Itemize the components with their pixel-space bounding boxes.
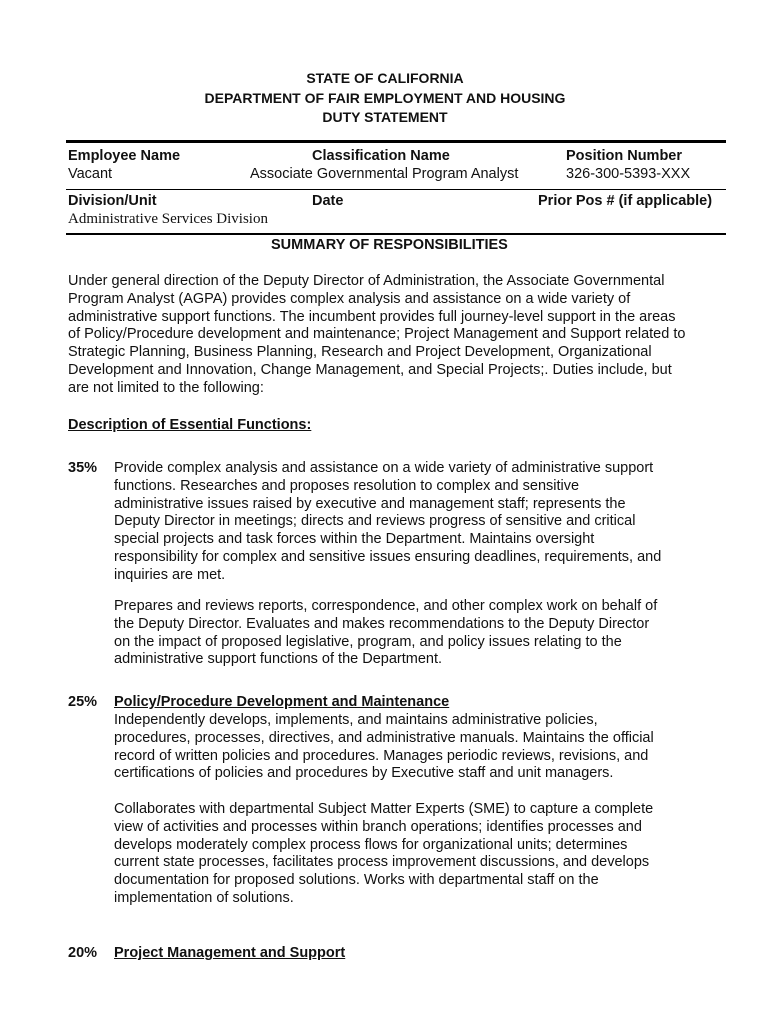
classification-label: Classification Name (312, 148, 450, 164)
paragraph-line: Independently develops, implements, and maintains administrative policies, (114, 712, 598, 728)
summary-line: Under general direction of the Deputy Director of Administration, the Associate Governmental (68, 273, 665, 289)
paragraph-line: certifications of policies and procedures by Executive staff and unit managers. (114, 765, 614, 782)
paragraph-line: record of written policies and procedures. Manages periodic reviews, revisions, and (114, 747, 649, 764)
summary-line: are not limited to the following: (68, 379, 264, 396)
paragraph-line: responsibility for complex and sensitive issues ensuring deadlines, requirements, and (114, 548, 662, 565)
paragraph-line: Collaborates with departmental Subject Matter Experts (SME) to capture a complete (114, 801, 654, 817)
paragraph-line: administrative support functions of the Department. (114, 651, 443, 668)
summary-paragraph (68, 273, 692, 398)
paragraph-line: Prepares and reviews reports, correspondence, and other complex work on behalf of (114, 598, 658, 614)
division-value: Administrative Services Division (68, 211, 268, 227)
paragraph-line: current state processes, facilitates process improvement discussions, and develops (114, 854, 650, 871)
paragraph-line: Deputy Director in meetings; directs and reviews progress of sensitive and critical (114, 513, 636, 530)
position-number-label: Position Number (566, 148, 683, 164)
date-label: Date (312, 193, 344, 209)
classification-value: Associate Governmental Program Analyst (250, 166, 519, 182)
paragraph-line: implementation of solutions. (114, 889, 294, 906)
section-paragraph (114, 712, 694, 783)
paragraph-line: Provide complex analysis and assistance on a wide variety of administrative support (114, 460, 654, 476)
paragraph-line: special projects and task forces within the Department. Maintains oversight (114, 531, 595, 548)
position-number-value: 326-300-5393-XXX (566, 166, 691, 182)
section-paragraph (114, 801, 694, 908)
paragraph-line: the Deputy Director. Evaluates and makes recommendations to the Deputy Director (114, 615, 650, 632)
info-bottom-divider (66, 233, 726, 235)
essential-functions-heading: Description of Essential Functions: (68, 417, 312, 433)
prior-pos-label: Prior Pos # (if applicable) (538, 193, 713, 209)
summary-line: Development and Innovation, Change Management, and Special Projects;. Duties include, but (68, 361, 672, 378)
summary-line: of Policy/Procedure development and maintenance; Project Management and Support related to (68, 326, 686, 343)
employee-name-label: Employee Name (68, 148, 181, 164)
employee-name-value: Vacant (68, 166, 113, 182)
division-label: Division/Unit (68, 193, 157, 209)
paragraph-line: functions. Researches and proposes resolution to complex and sensitive (114, 477, 580, 494)
paragraph-line: administrative issues raised by executive and management staff; represents the (114, 495, 626, 512)
info-divider (66, 189, 726, 190)
summary-line: administrative support functions. The incumbent provides full journey-level support in the areas (68, 308, 676, 325)
summary-line: Program Analyst (AGPA) provides complex analysis and assistance on a wide variety of (68, 290, 631, 307)
summary-heading: SUMMARY OF RESPONSIBILITIES (271, 237, 508, 253)
doc-header-department: DEPARTMENT OF FAIR EMPLOYMENT AND HOUSING (204, 90, 566, 106)
paragraph-line: inquiries are met. (114, 566, 226, 583)
section-percent: 25% (68, 694, 98, 710)
paragraph-line: develops moderately complex process flows for organizational units; determines (114, 836, 628, 853)
section-title: Policy/Procedure Development and Maintenance (114, 694, 450, 710)
section-percent: 20% (68, 945, 98, 961)
paragraph-line: view of activities and processes within branch operations; identifies processes and (114, 818, 642, 835)
paragraph-line: procedures, processes, directives, and administrative manuals. Maintains the official (114, 729, 654, 746)
section-paragraph (114, 598, 694, 669)
doc-header-title: DUTY STATEMENT (322, 109, 448, 125)
section-title: Project Management and Support (114, 945, 346, 961)
summary-line: Strategic Planning, Business Planning, Research and Project Development, Organizational (68, 344, 652, 361)
header-divider (66, 140, 726, 143)
doc-header-state: STATE OF CALIFORNIA (306, 70, 464, 86)
section-percent: 35% (68, 460, 98, 476)
paragraph-line: documentation for proposed solutions. Works with departmental staff on the (114, 872, 599, 889)
paragraph-line: on the impact of proposed legislative, program, and policy issues relating to the (114, 633, 622, 650)
section-paragraph (114, 460, 694, 585)
